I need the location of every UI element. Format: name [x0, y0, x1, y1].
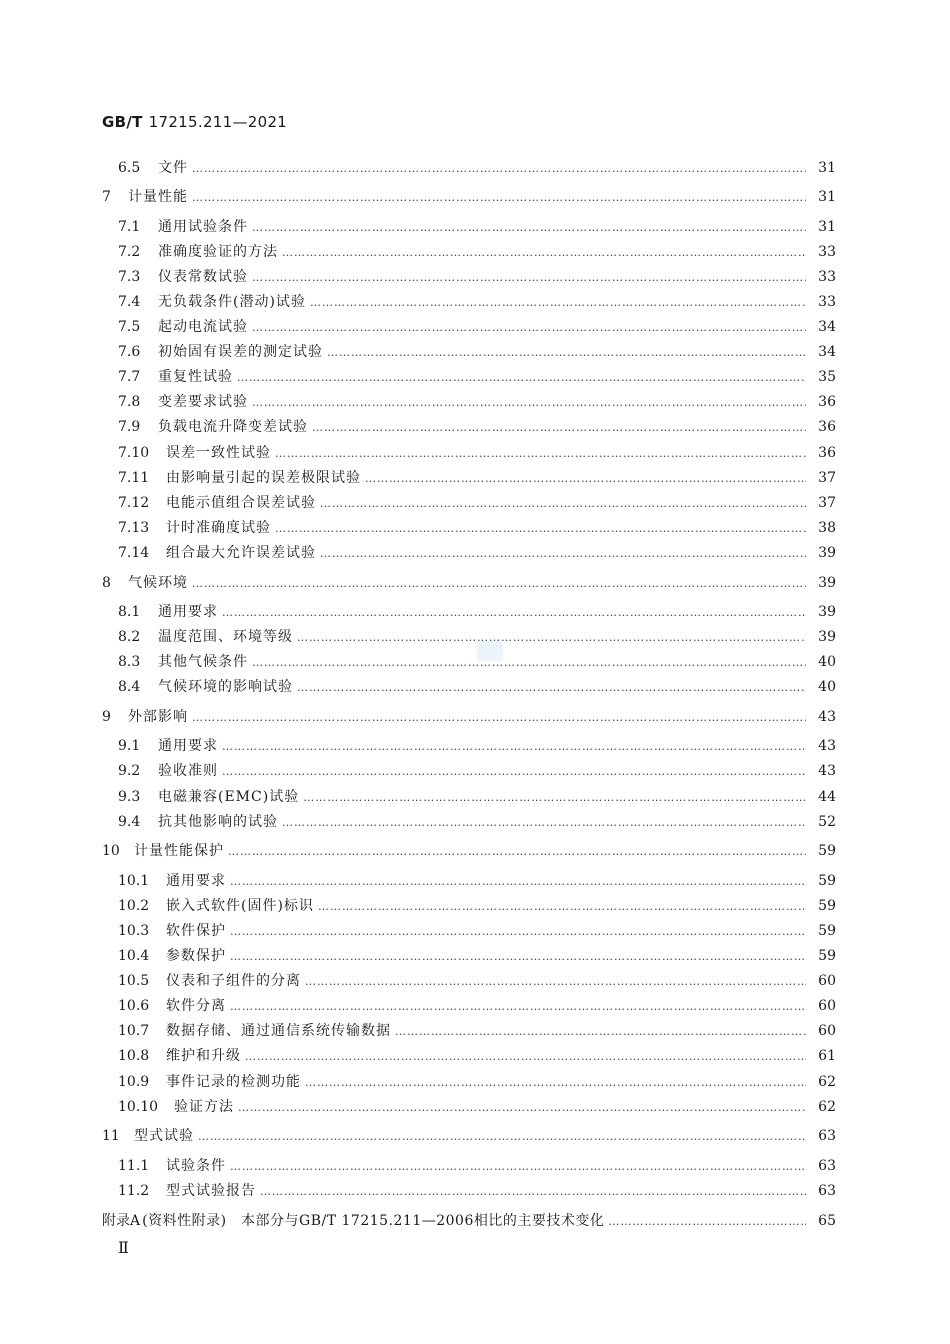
toc-entry-page: 33: [818, 244, 836, 260]
toc-entry-page: 60: [818, 1023, 836, 1039]
toc-entry-page: 40: [818, 654, 836, 670]
toc-entry-number: 附录A: [102, 1213, 141, 1229]
toc-leader-dots: [252, 654, 806, 672]
toc-leader-dots: [252, 394, 806, 412]
toc-leader-dots: [318, 898, 806, 916]
toc-entry-page: 31: [818, 189, 836, 205]
toc-entry-title: 软件分离: [166, 998, 226, 1014]
toc-entry-number: 7: [102, 189, 111, 205]
toc-entry-title: 计时准确度试验: [166, 520, 271, 536]
toc-entry-title: 事件记录的检测功能: [166, 1074, 301, 1090]
toc-entry-number: 7.4: [118, 294, 141, 310]
toc-entry[interactable]: [118, 519, 836, 538]
toc-entry-page: 43: [818, 709, 836, 725]
toc-entry-number: 8.3: [118, 654, 141, 670]
toc-leader-dots: [365, 470, 806, 488]
toc-entry[interactable]: [118, 1073, 836, 1092]
toc-entry[interactable]: [118, 1157, 836, 1176]
toc-entry-number: 9.1: [118, 738, 141, 754]
toc-entry-title: 仪表常数试验: [158, 269, 248, 285]
toc-entry-page: 62: [818, 1099, 836, 1115]
toc-entry[interactable]: [102, 574, 836, 593]
toc-entry[interactable]: [118, 897, 836, 916]
toc-entry[interactable]: [118, 218, 836, 237]
toc-entry-number: 7.13: [118, 520, 150, 536]
toc-entry-page: 33: [818, 269, 836, 285]
toc-entry-title: 通用要求: [158, 604, 218, 620]
toc-leader-dots: [275, 445, 806, 463]
toc-entry-number: 7.11: [118, 470, 150, 486]
toc-entry-title: 组合最大允许误差试验: [166, 545, 316, 561]
toc-entry-page: 62: [818, 1074, 836, 1090]
toc-entry-title: (资料性附录) 本部分与GB/T 17215.211—2006相比的主要技术变化: [142, 1213, 605, 1229]
toc-entry-number: 7.10: [118, 445, 150, 461]
toc-entry-title: 准确度验证的方法: [158, 244, 278, 260]
toc-entry[interactable]: [118, 922, 836, 941]
toc-entry-title: 试验条件: [166, 1158, 226, 1174]
page-number: Ⅱ: [118, 1238, 129, 1257]
toc-entry-number: 11.2: [118, 1183, 150, 1199]
toc-entry-number: 7.12: [118, 495, 150, 511]
toc-entry-page: 34: [818, 319, 836, 335]
toc-leader-dots: [320, 495, 806, 513]
toc-entry-number: 10.6: [118, 998, 150, 1014]
toc-entry-page: 43: [818, 763, 836, 779]
toc-entry[interactable]: [118, 418, 836, 437]
toc-leader-dots: [230, 873, 806, 891]
toc-entry-number: 10.5: [118, 973, 150, 989]
toc-entry[interactable]: [118, 1022, 836, 1041]
toc-leader-dots: [395, 1023, 806, 1041]
toc-entry-page: 39: [818, 545, 836, 561]
toc-entry[interactable]: [118, 494, 836, 513]
toc-leader-dots: [275, 520, 806, 538]
toc-entry-page: 39: [818, 604, 836, 620]
toc-entry-number: 10: [102, 843, 120, 859]
standard-number: 17215.211—2021: [148, 113, 288, 131]
toc-entry-title: 维护和升级: [166, 1048, 241, 1064]
toc-entry-page: 31: [818, 160, 836, 176]
toc-leader-dots: [222, 763, 806, 781]
toc-entry-page: 61: [818, 1048, 836, 1064]
toc-entry-page: 63: [818, 1183, 836, 1199]
standard-code: GB/T: [102, 113, 143, 131]
toc-entry[interactable]: [118, 1047, 836, 1066]
toc-entry[interactable]: [102, 188, 836, 207]
toc-leader-dots: [305, 973, 806, 991]
toc-entry-number: 6.5: [118, 160, 141, 176]
toc-entry-number: 7.6: [118, 344, 141, 360]
toc-leader-dots: [252, 319, 806, 337]
toc-entry[interactable]: [102, 708, 836, 727]
toc-entry-title: 气候环境: [128, 575, 188, 591]
toc-entry[interactable]: [118, 368, 836, 387]
toc-entry-page: 39: [818, 575, 836, 591]
toc-entry-title: 数据存储、通过通信系统传输数据: [166, 1023, 391, 1039]
toc-entry-page: 40: [818, 679, 836, 695]
toc-entry-number: 10.9: [118, 1074, 150, 1090]
toc-entry-title: 其他气候条件: [158, 654, 248, 670]
toc-leader-dots: [230, 948, 806, 966]
toc-leader-dots: [228, 843, 806, 861]
toc-leader-dots: [192, 709, 806, 727]
toc-entry[interactable]: [118, 678, 836, 697]
toc-entry-title: 误差一致性试验: [166, 445, 271, 461]
toc-entry-title: 无负载条件(潜动)试验: [158, 294, 306, 310]
toc-entry-title: 抗其他影响的试验: [158, 814, 278, 830]
toc-entry-title: 型式试验: [134, 1128, 194, 1144]
toc-entry[interactable]: [118, 1182, 836, 1201]
document-header: [102, 113, 287, 131]
toc-entry-title: 外部影响: [128, 709, 188, 725]
toc-entry-title: 文件: [158, 160, 188, 176]
toc-entry-number: 8.1: [118, 604, 141, 620]
toc-entry-number: 10.10: [118, 1099, 159, 1115]
toc-leader-dots: [608, 1213, 806, 1231]
toc-entry[interactable]: [118, 603, 836, 622]
toc-entry-page: 31: [818, 219, 836, 235]
toc-entry-page: 59: [818, 843, 836, 859]
toc-leader-dots: [192, 575, 806, 593]
toc-entry-title: 仪表和子组件的分离: [166, 973, 301, 989]
toc-entry-number: 10.1: [118, 873, 150, 889]
toc-entry-page: 39: [818, 629, 836, 645]
toc-leader-dots: [303, 789, 806, 807]
toc-entry[interactable]: [118, 318, 836, 337]
toc-entry-page: 59: [818, 898, 836, 914]
toc-entry-title: 气候环境的影响试验: [158, 679, 293, 695]
toc-entry-number: 7.9: [118, 419, 141, 435]
toc-leader-dots: [237, 369, 806, 387]
toc-entry-page: 43: [818, 738, 836, 754]
toc-entry-number: 10.3: [118, 923, 150, 939]
toc-entry[interactable]: [118, 997, 836, 1016]
toc-entry-number: 10.8: [118, 1048, 150, 1064]
toc-entry-number: 7.3: [118, 269, 141, 285]
toc-entry[interactable]: [118, 268, 836, 287]
toc-entry-title: 验收准则: [158, 763, 218, 779]
toc-entry[interactable]: [118, 343, 836, 362]
toc-leader-dots: [230, 1158, 806, 1176]
toc-leader-dots: [230, 998, 806, 1016]
toc-entry-page: 59: [818, 948, 836, 964]
toc-entry[interactable]: [118, 469, 836, 488]
toc-leader-dots: [245, 1048, 806, 1066]
toc-leader-dots: [252, 219, 806, 237]
toc-entry-title: 通用要求: [158, 738, 218, 754]
toc-entry-page: 52: [818, 814, 836, 830]
toc-entry-page: 63: [818, 1158, 836, 1174]
watermark-stamp: [477, 641, 503, 661]
toc-entry-page: 36: [818, 394, 836, 410]
toc-entry[interactable]: [118, 159, 836, 178]
toc-entry[interactable]: [118, 393, 836, 412]
toc-entry-page: 36: [818, 419, 836, 435]
toc-leader-dots: [310, 294, 806, 312]
toc-entry-number: 7.8: [118, 394, 141, 410]
toc-entry-page: 34: [818, 344, 836, 360]
toc-entry[interactable]: [118, 872, 836, 891]
toc-entry-number: 9.3: [118, 789, 141, 805]
toc-leader-dots: [312, 419, 806, 437]
toc-entry-number: 9: [102, 709, 111, 725]
toc-entry-number: 10.2: [118, 898, 150, 914]
toc-leader-dots: [297, 629, 806, 647]
toc-entry-page: 59: [818, 923, 836, 939]
toc-entry-page: 44: [818, 789, 836, 805]
toc-entry-title: 通用要求: [166, 873, 226, 889]
toc-entry-page: 59: [818, 873, 836, 889]
toc-entry-number: 7.14: [118, 545, 150, 561]
toc-leader-dots: [198, 1128, 806, 1146]
toc-entry[interactable]: [118, 788, 836, 807]
toc-entry-number: 10.4: [118, 948, 150, 964]
toc-entry[interactable]: [102, 842, 836, 861]
toc-entry-page: 65: [818, 1213, 836, 1229]
toc-entry[interactable]: [118, 293, 836, 312]
toc-entry-page: 35: [818, 369, 836, 385]
toc-entry-number: 10.7: [118, 1023, 150, 1039]
toc-entry-title: 软件保护: [166, 923, 226, 939]
toc-entry-page: 38: [818, 520, 836, 536]
toc-entry-page: 33: [818, 294, 836, 310]
toc-entry[interactable]: [118, 544, 836, 563]
toc-entry-number: 9.2: [118, 763, 141, 779]
toc-entry[interactable]: [118, 947, 836, 966]
toc-leader-dots: [282, 814, 806, 832]
toc-entry-page: 60: [818, 998, 836, 1014]
toc-entry[interactable]: [102, 1212, 836, 1231]
toc-entry-title: 负载电流升降变差试验: [158, 419, 308, 435]
toc-entry-title: 计量性能: [128, 189, 188, 205]
toc-leader-dots: [297, 679, 806, 697]
toc-entry-title: 起动电流试验: [158, 319, 248, 335]
toc-leader-dots: [222, 738, 806, 756]
toc-entry-page: 37: [818, 495, 836, 511]
toc-entry-title: 变差要求试验: [158, 394, 248, 410]
toc-entry-page: 37: [818, 470, 836, 486]
toc-entry-number: 8: [102, 575, 111, 591]
toc-entry-title: 电能示值组合误差试验: [166, 495, 316, 511]
toc-leader-dots: [320, 545, 806, 563]
toc-entry[interactable]: [118, 1098, 836, 1117]
toc-leader-dots: [192, 160, 806, 178]
toc-entry[interactable]: [118, 737, 836, 756]
toc-entry[interactable]: [118, 813, 836, 832]
toc-entry-title: 温度范围、环境等级: [158, 629, 293, 645]
toc-entry-title: 初始固有误差的测定试验: [158, 344, 323, 360]
toc-leader-dots: [327, 344, 806, 362]
toc-entry-title: 重复性试验: [158, 369, 233, 385]
toc-leader-dots: [238, 1099, 806, 1117]
toc-entry-page: 36: [818, 445, 836, 461]
toc-entry-title: 由影响量引起的误差极限试验: [166, 470, 361, 486]
toc-leader-dots: [260, 1183, 806, 1201]
toc-leader-dots: [282, 244, 806, 262]
toc-entry-number: 7.7: [118, 369, 141, 385]
toc-entry[interactable]: [118, 444, 836, 463]
toc-entry-title: 电磁兼容(EMC)试验: [158, 789, 300, 805]
toc-entry[interactable]: [118, 762, 836, 781]
toc-entry[interactable]: [102, 1127, 836, 1146]
toc-entry-title: 验证方法: [174, 1099, 234, 1115]
toc-entry-number: 8.2: [118, 629, 141, 645]
toc-entry-number: 11: [102, 1128, 120, 1144]
toc-entry-title: 嵌入式软件(固件)标识: [166, 898, 314, 914]
toc-entry-page: 63: [818, 1128, 836, 1144]
toc-entry-number: 7.1: [118, 219, 141, 235]
toc-leader-dots: [252, 269, 806, 287]
toc-leader-dots: [305, 1074, 806, 1092]
toc-entry-title: 计量性能保护: [134, 843, 224, 859]
toc-entry-title: 型式试验报告: [166, 1183, 256, 1199]
toc-entry-number: 9.4: [118, 814, 141, 830]
toc-entry-title: 参数保护: [166, 948, 226, 964]
toc-entry-number: 8.4: [118, 679, 141, 695]
toc-entry-number: 7.5: [118, 319, 141, 335]
toc-entry[interactable]: [118, 243, 836, 262]
toc-entry[interactable]: [118, 972, 836, 991]
toc-leader-dots: [230, 923, 806, 941]
toc-leader-dots: [192, 189, 806, 207]
toc-leader-dots: [222, 604, 806, 622]
toc-entry-title: 通用试验条件: [158, 219, 248, 235]
toc-entry-number: 7.2: [118, 244, 141, 260]
toc-entry-number: 11.1: [118, 1158, 150, 1174]
toc-entry-page: 60: [818, 973, 836, 989]
